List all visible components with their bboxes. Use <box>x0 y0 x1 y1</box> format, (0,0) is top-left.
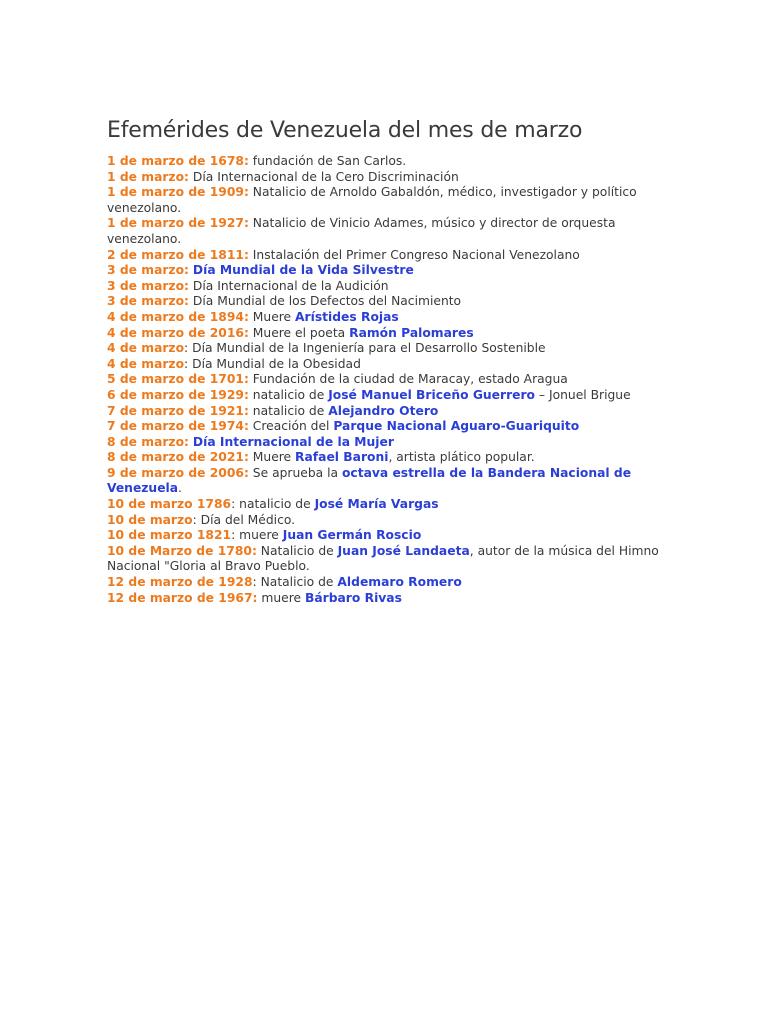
entry-text: Día Mundial de los Defectos del Nacimiento <box>188 294 462 309</box>
entry-text: Fundación de la ciudad de Maracay, estado Aragua <box>248 372 568 387</box>
entry-text: : natalicio de <box>231 497 315 512</box>
entry-link[interactable]: Parque Nacional Aguaro-Guariquito <box>333 419 580 434</box>
entry-link[interactable]: Aldemaro Romero <box>337 575 462 590</box>
list-item <box>107 388 667 404</box>
entry-link[interactable]: Bárbaro Rivas <box>304 590 402 605</box>
list-item <box>107 170 667 186</box>
entry-text: Día Internacional de la Audición <box>188 278 389 293</box>
entry-text: : Día Mundial de la Ingeniería para el Desarrollo Sostenible <box>184 341 546 356</box>
entry-date: 10 de marzo 1821 <box>107 528 232 543</box>
entry-date: 6 de marzo de 1929: <box>107 387 249 402</box>
entry-link[interactable]: Juan José Landaeta <box>337 543 470 558</box>
entry-date: 12 de marzo de 1928 <box>107 575 253 590</box>
entry-date: 2 de marzo de 1811: <box>107 247 249 262</box>
entry-date: 4 de marzo de 2016: <box>107 325 249 340</box>
entry-text: : Día Mundial de la Obesidad <box>184 356 361 371</box>
entry-link[interactable]: José María Vargas <box>314 497 439 512</box>
entry-link[interactable]: José Manuel Briceño Guerrero <box>328 387 535 402</box>
entry-text: Natalicio de Vinicio Adames, músico y director de orquesta venezolano. <box>107 216 616 246</box>
entry-text: Día Internacional de la Cero Discriminación <box>188 169 459 184</box>
entry-link[interactable]: Alejandro Otero <box>328 403 439 418</box>
entry-date: 3 de marzo: <box>107 263 189 278</box>
list-item <box>107 341 667 357</box>
entry-date: 9 de marzo de 2006: <box>107 465 249 480</box>
list-item <box>107 279 667 295</box>
entry-text: : Natalicio de <box>252 575 338 590</box>
entry-text: Creación del <box>248 419 334 434</box>
entry-link[interactable]: Ramón Palomares <box>349 325 474 340</box>
entry-text: muere <box>257 590 305 605</box>
page-title: Efemérides de Venezuela del mes de marzo <box>107 118 583 143</box>
entry-text: Instalación del Primer Congreso Nacional Venezolano <box>248 247 580 262</box>
list-item <box>107 263 667 279</box>
efemerides-list <box>107 154 667 606</box>
list-item <box>107 450 667 466</box>
list-item <box>107 185 667 216</box>
entry-text: Natalicio de <box>256 543 338 558</box>
entry-text: natalicio de <box>248 403 329 418</box>
entry-link[interactable]: Arístides Rojas <box>295 309 399 324</box>
list-item <box>107 513 667 529</box>
list-item <box>107 216 667 247</box>
entry-date: 4 de marzo de 1894: <box>107 309 249 324</box>
list-item <box>107 591 667 607</box>
entry-text: Muere el poeta <box>248 325 350 340</box>
entry-text: natalicio de <box>248 387 329 402</box>
list-item <box>107 466 667 497</box>
entry-date: 1 de marzo de 1927: <box>107 216 249 231</box>
list-item <box>107 326 667 342</box>
entry-date: 10 de marzo 1786 <box>107 497 232 512</box>
list-item <box>107 294 667 310</box>
list-item <box>107 575 667 591</box>
entry-date: 1 de marzo: <box>107 169 189 184</box>
entry-date: 7 de marzo de 1974: <box>107 419 249 434</box>
entry-date: 1 de marzo de 1909: <box>107 185 249 200</box>
entry-text: fundación de San Carlos. <box>248 154 407 168</box>
entry-text: : Día del Médico. <box>192 512 296 527</box>
entry-date: 10 de Marzo de 1780: <box>107 543 257 558</box>
entry-text: : muere <box>231 528 283 543</box>
entry-text-after: – Jonuel Brigue <box>535 387 631 402</box>
list-item <box>107 154 667 170</box>
entry-date: 3 de marzo: <box>107 278 189 293</box>
list-item <box>107 435 667 451</box>
entry-text-after: . <box>178 481 182 496</box>
entry-text: Natalicio de Arnoldo Gabaldón, médico, investigador y político venezolano. <box>107 185 637 215</box>
list-item <box>107 310 667 326</box>
entry-date: 5 de marzo de 1701: <box>107 372 249 387</box>
list-item <box>107 419 667 435</box>
list-item <box>107 497 667 513</box>
list-item <box>107 248 667 264</box>
list-item <box>107 404 667 420</box>
entry-date: 4 de marzo <box>107 356 185 371</box>
entry-date: 12 de marzo de 1967: <box>107 590 258 605</box>
entry-date: 7 de marzo de 1921: <box>107 403 249 418</box>
entry-link[interactable]: Juan Germán Roscio <box>282 528 422 543</box>
list-item <box>107 528 667 544</box>
entry-text: Muere <box>248 309 296 324</box>
entry-text: Muere <box>248 450 296 465</box>
entry-date: 8 de marzo de 2021: <box>107 450 249 465</box>
entry-date: 10 de marzo <box>107 512 193 527</box>
entry-text-after: , autor de la música del Himno Nacional "Gloria al Bravo Pueblo. <box>107 543 659 574</box>
entry-date: 8 de marzo: <box>107 434 189 449</box>
entry-link[interactable]: Día Internacional de la Mujer <box>192 434 394 449</box>
entry-date: 4 de marzo <box>107 341 185 356</box>
entry-text-after: , artista plático popular. <box>388 450 535 465</box>
entry-date: 3 de marzo: <box>107 294 189 309</box>
entry-date: 1 de marzo de 1678: <box>107 154 249 168</box>
entry-text: Se aprueba la <box>248 465 342 480</box>
entry-link[interactable]: octava estrella de la Bandera Nacional de Venezuela <box>107 465 632 496</box>
entry-link[interactable]: Día Mundial de la Vida Silvestre <box>192 263 414 278</box>
entry-link[interactable]: Rafael Baroni <box>295 450 389 465</box>
document-page <box>107 116 667 606</box>
list-item <box>107 357 667 373</box>
list-item <box>107 544 667 575</box>
list-item <box>107 372 667 388</box>
